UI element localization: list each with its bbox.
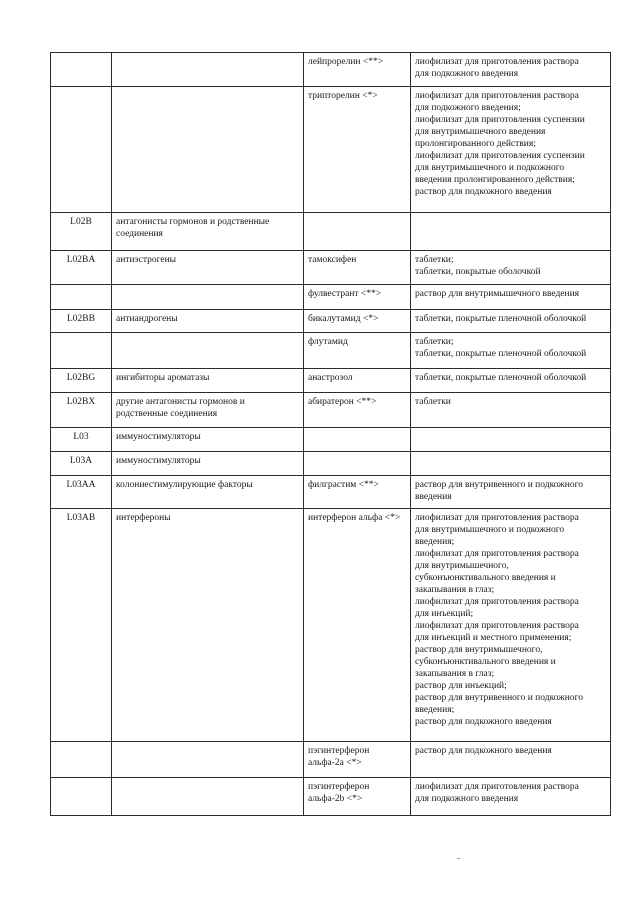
atc-code-cell	[51, 778, 112, 816]
dosage-form-line: для инъекций;	[415, 609, 474, 619]
dosage-form-line: для подкожного введения	[415, 794, 519, 804]
table-row	[51, 333, 611, 369]
table-row	[51, 452, 611, 476]
drug-table	[50, 52, 611, 816]
dosage-form-line: введения;	[415, 705, 455, 715]
dosage-form-line: раствор для подкожного введения	[415, 746, 552, 756]
atc-code-cell: L03AB	[51, 509, 112, 742]
dosage-forms-cell	[411, 310, 611, 333]
dosage-form-line: лиофилизат для приготовления раствора	[415, 597, 579, 607]
dosage-forms-cell	[411, 87, 611, 213]
atc-group-cell: другие антагонисты гормонов и родственные соединения	[112, 393, 304, 428]
atc-code-cell	[51, 742, 112, 778]
atc-group-cell	[112, 778, 304, 816]
atc-group-cell: интерфероны	[112, 509, 304, 742]
atc-code-cell: L03	[51, 428, 112, 452]
atc-group-cell	[112, 87, 304, 213]
dosage-form-line: таблетки;	[415, 255, 454, 265]
dosage-form-line: лиофилизат для приготовления суспензии	[415, 115, 585, 125]
table-row	[51, 87, 611, 213]
dosage-form-line: лиофилизат для приготовления раствора	[415, 782, 579, 792]
drug-name-cell: пэгинтерферон альфа-2a <*>	[304, 742, 411, 778]
drug-name-cell: бикалутамид <*>	[304, 310, 411, 333]
dosage-form-line: раствор для подкожного введения	[415, 717, 552, 727]
dosage-form-line: лиофилизат для приготовления раствора	[415, 57, 579, 67]
atc-code-cell: L03A	[51, 452, 112, 476]
atc-group-cell	[112, 53, 304, 87]
table-row	[51, 251, 611, 285]
drug-name-cell: интерферон альфа <*>	[304, 509, 411, 742]
dosage-form-line: субконъюнктивального введения и	[415, 657, 556, 667]
dosage-form-line: раствор для внутривенного и подкожного	[415, 480, 584, 490]
dosage-forms-cell	[411, 476, 611, 509]
dosage-forms-cell	[411, 393, 611, 428]
dosage-forms-cell	[411, 251, 611, 285]
table-row	[51, 778, 611, 816]
dosage-form-line: таблетки, покрытые пленочной оболочкой	[415, 349, 587, 359]
dosage-form-line: таблетки	[415, 397, 451, 407]
atc-code-cell	[51, 87, 112, 213]
dosage-forms-cell	[411, 428, 611, 452]
table-row	[51, 213, 611, 251]
drug-name-cell	[304, 213, 411, 251]
dosage-form-line: пролонгированного действия;	[415, 139, 536, 149]
drug-name-cell: филграстим <**>	[304, 476, 411, 509]
dosage-form-line: закапывания в глаз;	[415, 669, 495, 679]
atc-group-cell: иммуностимуляторы	[112, 452, 304, 476]
atc-group-cell: колониестимулирующие факторы	[112, 476, 304, 509]
dosage-form-line: лиофилизат для приготовления раствора	[415, 91, 579, 101]
atc-code-cell	[51, 333, 112, 369]
dosage-form-line: для внутримышечного введения	[415, 127, 546, 137]
atc-group-cell	[112, 285, 304, 310]
drug-name-cell: тамоксифен	[304, 251, 411, 285]
dosage-form-line: для внутримышечного,	[415, 561, 509, 571]
atc-group-cell: антиандрогены	[112, 310, 304, 333]
dosage-forms-cell	[411, 213, 611, 251]
dosage-form-line: таблетки;	[415, 337, 454, 347]
dosage-forms-cell	[411, 452, 611, 476]
dosage-form-line: раствор для внутривенного и подкожного	[415, 693, 584, 703]
dosage-form-line: лиофилизат для приготовления раствора	[415, 513, 579, 523]
dosage-form-line: для подкожного введения	[415, 69, 519, 79]
table-row	[51, 285, 611, 310]
atc-code-cell: L03AA	[51, 476, 112, 509]
atc-code-cell: L02BG	[51, 369, 112, 393]
atc-code-cell: L02BX	[51, 393, 112, 428]
dosage-form-line: раствор для внутримышечного,	[415, 645, 543, 655]
dosage-form-line: таблетки, покрытые пленочной оболочкой	[415, 314, 587, 324]
dosage-form-line: раствор для внутримышечного введения	[415, 289, 580, 299]
drug-name-cell	[304, 428, 411, 452]
drug-table-body	[51, 53, 611, 816]
dosage-form-line: субконъюнктивального введения и	[415, 573, 556, 583]
dosage-form-line: для подкожного введения;	[415, 103, 521, 113]
dosage-forms-cell	[411, 369, 611, 393]
dosage-forms-cell	[411, 333, 611, 369]
drug-name-cell: абиратерон <**>	[304, 393, 411, 428]
drug-name-cell: фулвестрант <**>	[304, 285, 411, 310]
atc-code-cell	[51, 53, 112, 87]
dosage-forms-cell	[411, 53, 611, 87]
atc-group-cell	[112, 742, 304, 778]
dosage-form-line: закапывания в глаз;	[415, 585, 495, 595]
table-row	[51, 742, 611, 778]
dosage-form-line: раствор для инъекций;	[415, 681, 507, 691]
dosage-form-line: таблетки, покрытые оболочкой	[415, 267, 541, 277]
atc-code-cell: L02BA	[51, 251, 112, 285]
scan-speck	[457, 858, 460, 859]
atc-group-cell: ингибиторы ароматазы	[112, 369, 304, 393]
dosage-form-line: лиофилизат для приготовления суспензии	[415, 151, 585, 161]
drug-name-cell: анастрозол	[304, 369, 411, 393]
drug-name-cell: пэгинтерферон альфа-2b <*>	[304, 778, 411, 816]
table-row	[51, 369, 611, 393]
table-row	[51, 53, 611, 87]
table-row	[51, 509, 611, 742]
dosage-form-line: введения;	[415, 537, 455, 547]
dosage-forms-cell	[411, 285, 611, 310]
dosage-forms-cell	[411, 742, 611, 778]
atc-group-cell: антагонисты гормонов и родственные соединения	[112, 213, 304, 251]
dosage-form-line: таблетки, покрытые пленочной оболочкой	[415, 373, 587, 383]
dosage-form-line: раствор для подкожного введения	[415, 187, 552, 197]
table-row	[51, 393, 611, 428]
table-row	[51, 428, 611, 452]
dosage-form-line: для внутримышечного и подкожного	[415, 163, 565, 173]
drug-name-cell: лейпрорелин <**>	[304, 53, 411, 87]
dosage-form-line: для инъекций и местного применения;	[415, 633, 572, 643]
dosage-forms-cell	[411, 778, 611, 816]
drug-name-cell	[304, 452, 411, 476]
atc-code-cell: L02BB	[51, 310, 112, 333]
dosage-form-line: лиофилизат для приготовления раствора	[415, 549, 579, 559]
drug-name-cell: трипторелин <*>	[304, 87, 411, 213]
dosage-form-line: введения	[415, 492, 452, 502]
dosage-forms-cell	[411, 509, 611, 742]
table-row	[51, 476, 611, 509]
dosage-form-line: для внутримышечного и подкожного	[415, 525, 565, 535]
atc-code-cell	[51, 285, 112, 310]
atc-group-cell	[112, 333, 304, 369]
table-row	[51, 310, 611, 333]
atc-group-cell: антиэстрогены	[112, 251, 304, 285]
dosage-form-line: введения пролонгированного действия;	[415, 175, 575, 185]
drug-name-cell: флутамид	[304, 333, 411, 369]
dosage-form-line: лиофилизат для приготовления раствора	[415, 621, 579, 631]
atc-code-cell: L02B	[51, 213, 112, 251]
atc-group-cell: иммуностимуляторы	[112, 428, 304, 452]
